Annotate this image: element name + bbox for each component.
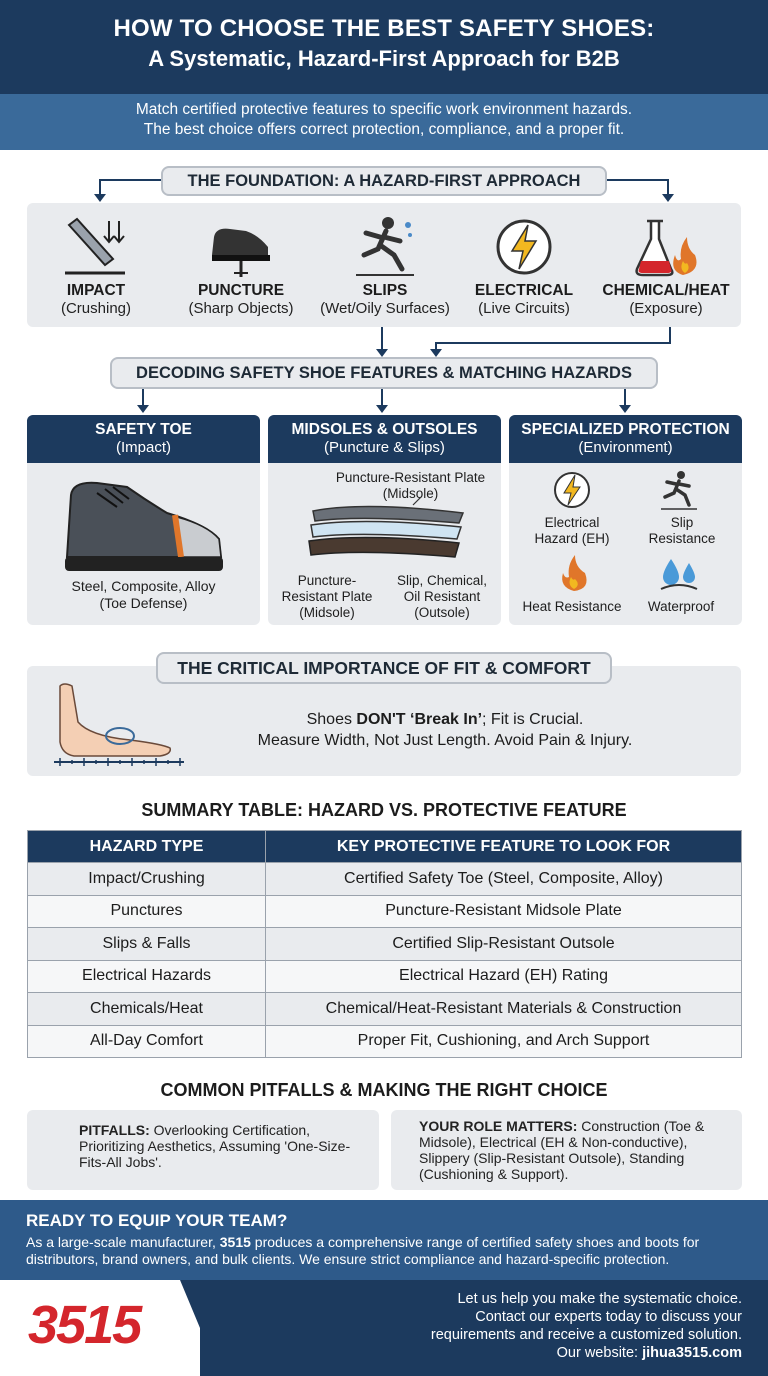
- soles-left-1: Puncture-: [297, 573, 357, 588]
- footer-text: [431, 1290, 742, 1362]
- hazard-sub: (Exposure): [629, 300, 703, 317]
- table-row: [28, 1025, 742, 1058]
- waterproof-icon: [657, 555, 701, 593]
- pitfalls-title: COMMON PITFALLS & MAKING THE RIGHT CHOICE: [160, 1080, 608, 1100]
- soles-right-3: (Outsole): [414, 605, 470, 620]
- role-label: YOUR ROLE MATTERS:: [419, 1118, 578, 1134]
- eh-label-2: Hazard (EH): [534, 531, 610, 546]
- cell-hazard: Slips & Falls: [28, 928, 266, 961]
- cta-text: [26, 1234, 742, 1268]
- foundation-title: THE FOUNDATION: A HAZARD-FIRST APPROACH: [161, 166, 607, 196]
- cell-feature: Electrical Hazard (EH) Rating: [266, 960, 742, 993]
- lightning-icon: [492, 215, 556, 279]
- slip-resistance-icon: [659, 469, 699, 511]
- fit-bold: DON'T ‘Break In’: [356, 711, 483, 728]
- fit-pre: Shoes: [306, 711, 357, 728]
- slip-label-2: Resistance: [648, 531, 716, 546]
- hazard-electrical: [454, 212, 594, 318]
- page-title: HOW TO CHOOSE THE BEST SAFETY SHOES:: [113, 15, 655, 42]
- puncture-icon: [206, 215, 276, 279]
- hazard-impact: [26, 212, 166, 318]
- card-sub: (Puncture & Slips): [324, 439, 445, 456]
- pitfalls-text: Overlooking Certification, Prioritizing Aesthetics, Assuming 'One-Size-Fits-All Jobs'.: [79, 1122, 351, 1170]
- intro-line-2: The best choice offers correct protection, compliance, and a proper fit.: [143, 121, 625, 138]
- card-title: MIDSOLES & OUTSOLES: [291, 421, 478, 438]
- eh-lightning-icon: [553, 469, 591, 511]
- cta-brand: 3515: [219, 1234, 251, 1250]
- soles-top-1: Puncture-Resistant Plate: [335, 470, 486, 485]
- eh-label-1: Electrical: [544, 515, 600, 530]
- hazard-slips: [315, 212, 455, 318]
- cell-hazard: All-Day Comfort: [28, 1025, 266, 1058]
- soles-right-1: Slip, Chemical,: [396, 573, 488, 588]
- col-feature: KEY PROTECTIVE FEATURE TO LOOK FOR: [266, 831, 742, 863]
- website-link[interactable]: jihua3515.com: [642, 1345, 742, 1361]
- brand-logo: 3515: [28, 1295, 141, 1355]
- hazard-sub: (Wet/Oily Surfaces): [320, 300, 450, 317]
- toe-caption-2: (Toe Defense): [99, 595, 188, 611]
- hazard-sub: (Sharp Objects): [188, 300, 294, 317]
- intro-line-1: Match certified protective features to specific work environment hazards.: [135, 101, 633, 118]
- cell-hazard: Electrical Hazards: [28, 960, 266, 993]
- summary-table: [27, 830, 742, 1058]
- cell-feature: Certified Slip-Resistant Outsole: [266, 928, 742, 961]
- pitfalls-label: PITFALLS:: [79, 1122, 150, 1138]
- special-card: [509, 415, 742, 625]
- flask-flame-icon: [631, 215, 701, 279]
- fit-line-1: [200, 710, 690, 730]
- safety-toe-card: [27, 415, 260, 625]
- cell-feature: Chemical/Heat-Resistant Materials & Construction: [266, 993, 742, 1026]
- soles-top-2: (Midsole): [382, 486, 439, 501]
- role-text: Construction (Toe & Midsole), Electrical (EH & Non-conductive), Slippery (Slip-Resistant Outsole), Standing (Cushioning & Support).: [419, 1118, 705, 1182]
- header-banner: [0, 0, 768, 94]
- page-subtitle: A Systematic, Hazard-First Approach for B2B: [148, 46, 620, 71]
- intro-banner: [0, 94, 768, 150]
- sole-layers-icon: [303, 497, 473, 567]
- card-sub: (Environment): [578, 439, 673, 456]
- hazard-title: CHEMICAL/HEAT: [602, 282, 730, 299]
- slip-icon: [350, 215, 420, 279]
- slip-label-1: Slip: [670, 515, 694, 530]
- foot-measure-icon: [50, 678, 190, 770]
- table-row: [28, 993, 742, 1026]
- cell-hazard: Chemicals/Heat: [28, 993, 266, 1026]
- cta-banner: [0, 1200, 768, 1280]
- soles-left-2: Resistant Plate: [281, 589, 373, 604]
- table-row: [28, 960, 742, 993]
- fit-title: THE CRITICAL IMPORTANCE OF FIT & COMFORT: [156, 652, 612, 684]
- cell-feature: Certified Safety Toe (Steel, Composite, Alloy): [266, 863, 742, 896]
- footer-line-4: [431, 1344, 742, 1362]
- cell-feature: Puncture-Resistant Midsole Plate: [266, 895, 742, 928]
- hazard-title: SLIPS: [362, 282, 408, 299]
- cell-hazard: Punctures: [28, 895, 266, 928]
- summary-title: SUMMARY TABLE: HAZARD VS. PROTECTIVE FEATURE: [141, 800, 627, 820]
- safety-boot-icon: [57, 473, 232, 583]
- toe-caption-1: Steel, Composite, Alloy: [71, 578, 216, 594]
- cta-title: READY TO EQUIP YOUR TEAM?: [26, 1211, 288, 1230]
- hazard-title: PUNCTURE: [197, 282, 285, 299]
- footer: [0, 1280, 768, 1376]
- footer-line-3: requirements and receive a customized solution.: [430, 1327, 742, 1343]
- col-hazard-type: HAZARD TYPE: [28, 831, 266, 863]
- table-row: [28, 895, 742, 928]
- card-title: SAFETY TOE: [95, 421, 192, 438]
- hazard-puncture: [171, 212, 311, 318]
- soles-left-3: (Midsole): [299, 605, 355, 620]
- hazard-title: IMPACT: [66, 282, 126, 299]
- soles-card: [268, 415, 501, 625]
- waterproof-label: Waterproof: [647, 599, 715, 614]
- impact-icon: [61, 215, 131, 279]
- website-prefix: Our website:: [556, 1345, 643, 1361]
- role-box: [391, 1110, 742, 1190]
- fit-post: ; Fit is Crucial.: [482, 711, 584, 728]
- cta-pre: As a large-scale manufacturer,: [26, 1234, 220, 1250]
- soles-right-2: Oil Resistant: [403, 589, 481, 604]
- pitfalls-box: [27, 1110, 379, 1190]
- hazard-sub: (Crushing): [60, 300, 132, 317]
- hazard-chemical: [596, 212, 736, 318]
- cell-feature: Proper Fit, Cushioning, and Arch Support: [266, 1025, 742, 1058]
- cta-post: produces a comprehensive range of certified safety shoes and boots for distributors, brand owners, and bulk clients. We ensure strict compliance and hazard-specific protection.: [26, 1234, 700, 1267]
- hazard-sub: (Live Circuits): [478, 300, 570, 317]
- card-title: SPECIALIZED PROTECTION: [521, 421, 730, 438]
- table-row: [28, 863, 742, 896]
- fit-line-2: Measure Width, Not Just Length. Avoid Pain & Injury.: [257, 732, 633, 749]
- footer-line-2: Contact our experts today to discuss your: [475, 1309, 742, 1325]
- heat-label: Heat Resistance: [522, 599, 622, 614]
- footer-line-1: Let us help you make the systematic choice.: [457, 1291, 742, 1307]
- table-row: [28, 928, 742, 961]
- features-title: DECODING SAFETY SHOE FEATURES & MATCHING HAZARDS: [110, 357, 658, 389]
- cell-hazard: Impact/Crushing: [28, 863, 266, 896]
- flame-icon: [557, 553, 591, 593]
- hazard-title: ELECTRICAL: [474, 282, 574, 299]
- card-sub: (Impact): [115, 439, 171, 456]
